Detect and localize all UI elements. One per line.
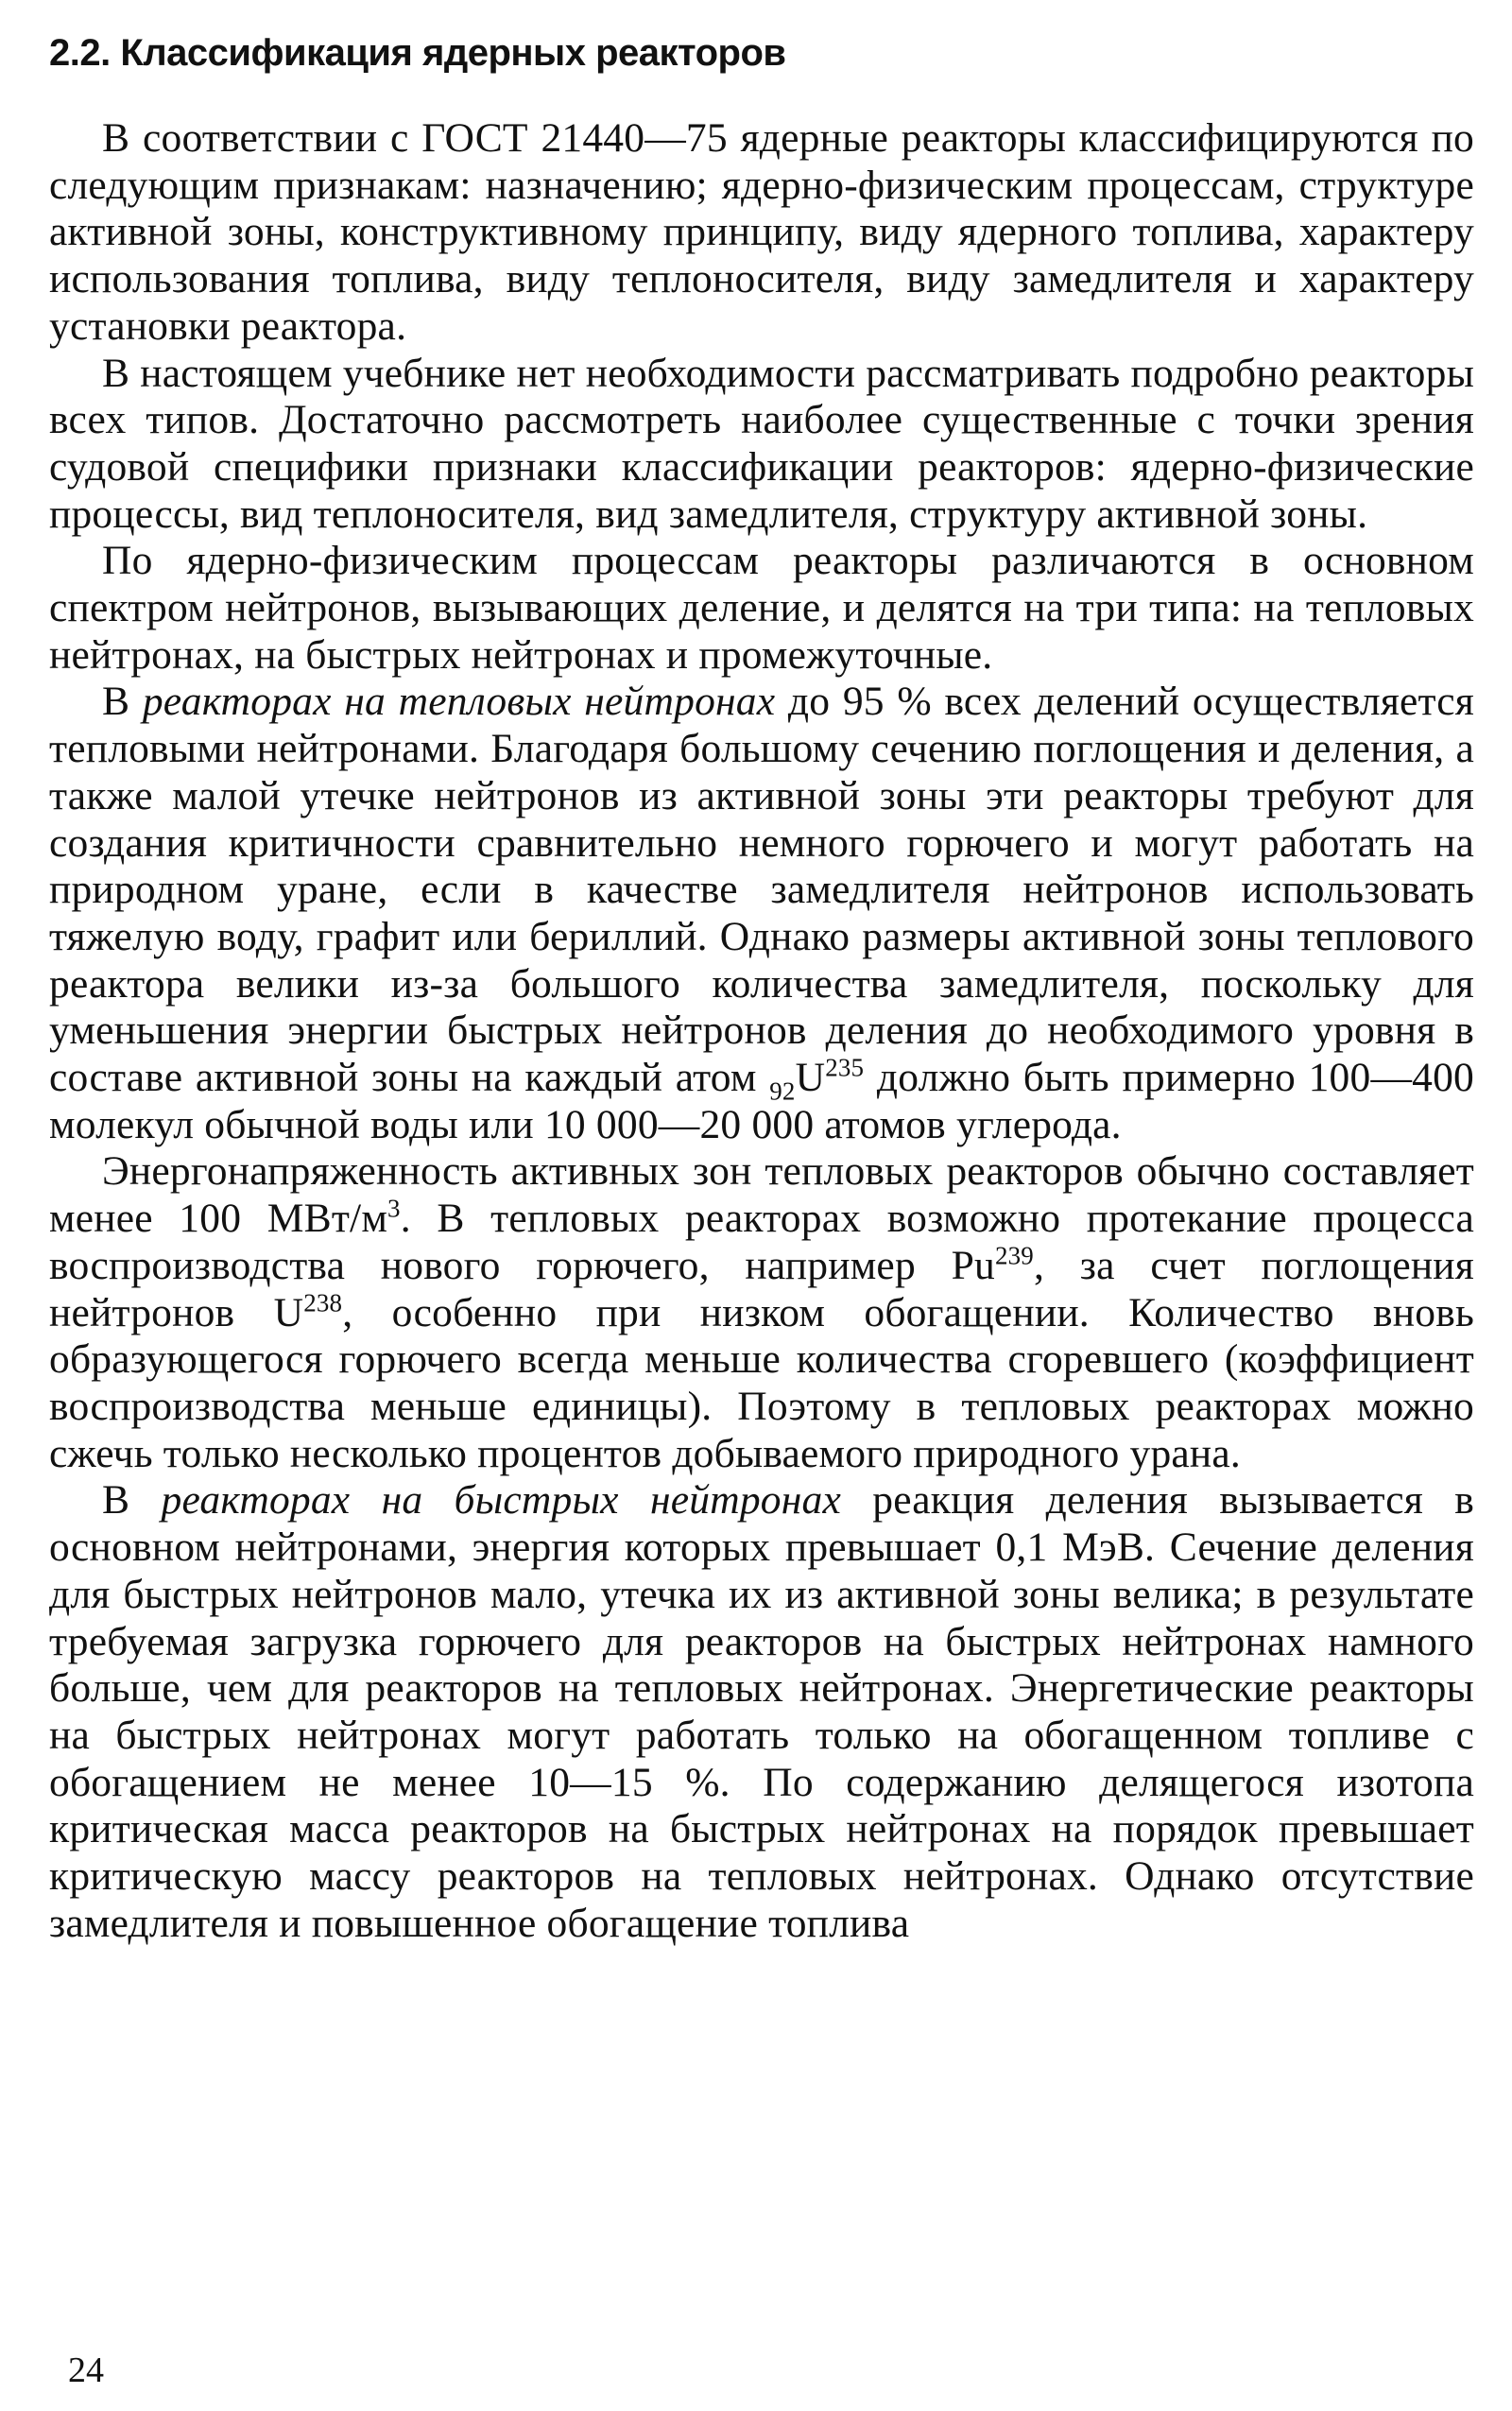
body-text (49, 115, 1474, 1947)
section-heading: 2.2. Классификация ядерных реакторов (49, 32, 786, 74)
paragraph-5-text-b: . В тепловых реакторах возможно протекание процесса воспроизводства нового горючего, например Pu (49, 1196, 1474, 1288)
element-symbol: U (795, 1055, 826, 1101)
thermal-reactors-term: реакторах на тепловых нейтронах (142, 679, 776, 725)
paragraph-6-text: реакция деления вызывается в основном нейтронами, энергия которых превышает 0,1 МэВ. Сечение деления для быстрых нейтронов мало, утечка их из активной зоны велика; в результате требуемая загрузка горючего для реакторов на быстрых нейтронах намного больше, чем для реакторов на тепловых нейтронах. Энергетические реакторы на быстрых нейтронах могут работать только на обогащенном топливе с обогащением не менее 10—15 %. По содержанию делящегося изотопа критическая масса реакторов на быстрых нейтронах на порядок превышает критическую массу реакторов на тепловых нейтронах. Однако отсутствие замедлителя и повышенное обогащение топлива (49, 1477, 1475, 1946)
paragraph-5-text-c: , за счет поглощения нейтронов U (49, 1242, 1474, 1335)
fast-reactors-term: реакторах на быстрых нейтронах (161, 1477, 841, 1524)
mass-number: 235 (825, 1053, 865, 1082)
paragraph-2: В настоящем учебнике нет необходимости рассматривать подробно реакторы всех типов. Достаточно рассмотреть наиболее существенные с точки зрения судовой специфики признаки классификации реакторов: ядерно-физические процессы, вид теплоносителя, вид замедлителя, структуру активной зоны. (49, 350, 1474, 537)
page-number: 24 (68, 2351, 104, 2390)
cubic-superscript: 3 (387, 1194, 401, 1223)
paragraph-6-lead: В (102, 1477, 162, 1524)
paragraph-3: По ядерно-физическим процессам реакторы различаются в основном спектром нейтронов, вызывающих деление, и делятся на три типа: на тепловых нейтронах, на быстрых нейтронах и промежуточные. (49, 538, 1474, 678)
paragraph-5-text-a: Энергонапряженность активных зон тепловых реакторов обычно составляет менее 100 МВт/м (49, 1148, 1474, 1242)
paragraph-4 (49, 679, 1474, 1148)
paragraph-5 (49, 1148, 1474, 1477)
paragraph-6 (49, 1477, 1474, 1947)
paragraph-4-text-a: до 95 % всех делений осуществляется тепловыми нейтронами. Благодаря большому сечению поглощения и деления, а также малой утечке нейтронов из активной зоны эти реакторы требуют для создания критичности сравнительно немного горючего и могут работать на природном уране, если в качестве замедлителя нейтронов использовать тяжелую воду, графит или бериллий. Однако размеры активной зоны теплового реактора велики из-за большого количества замедлителя, поскольку для уменьшения энергии быстрых нейтронов деления до необходимого уровня в составе активной зоны на каждый атом (49, 679, 1474, 1101)
atomic-number: 92 (769, 1076, 796, 1106)
paragraph-4-lead: В (102, 679, 143, 725)
paragraph-4-text-b: должно быть примерно 100—400 молекул обычной воды или 10 000—20 000 атомов углерода. (49, 1055, 1474, 1147)
pu-mass-number: 239 (994, 1241, 1034, 1270)
paragraph-5-text-d: , особенно при низком обогащении. Количество вновь образующегося горючего всегда меньше количества сгоревшего (коэффициент воспроизводства меньше единицы). Поэтому в тепловых реакторах можно сжечь только несколько процентов добываемого природного урана. (49, 1289, 1474, 1476)
paragraph-1: В соответствии с ГОСТ 21440—75 ядерные реакторы классифицируются по следующим признакам: назначению; ядерно-физическим процессам, структуре активной зоны, конструктивному принципу, виду ядерного топлива, характеру использования топлива, виду теплоносителя, виду замедлителя и характеру установки реактора. (49, 115, 1474, 349)
u238-mass-number: 238 (303, 1288, 343, 1317)
